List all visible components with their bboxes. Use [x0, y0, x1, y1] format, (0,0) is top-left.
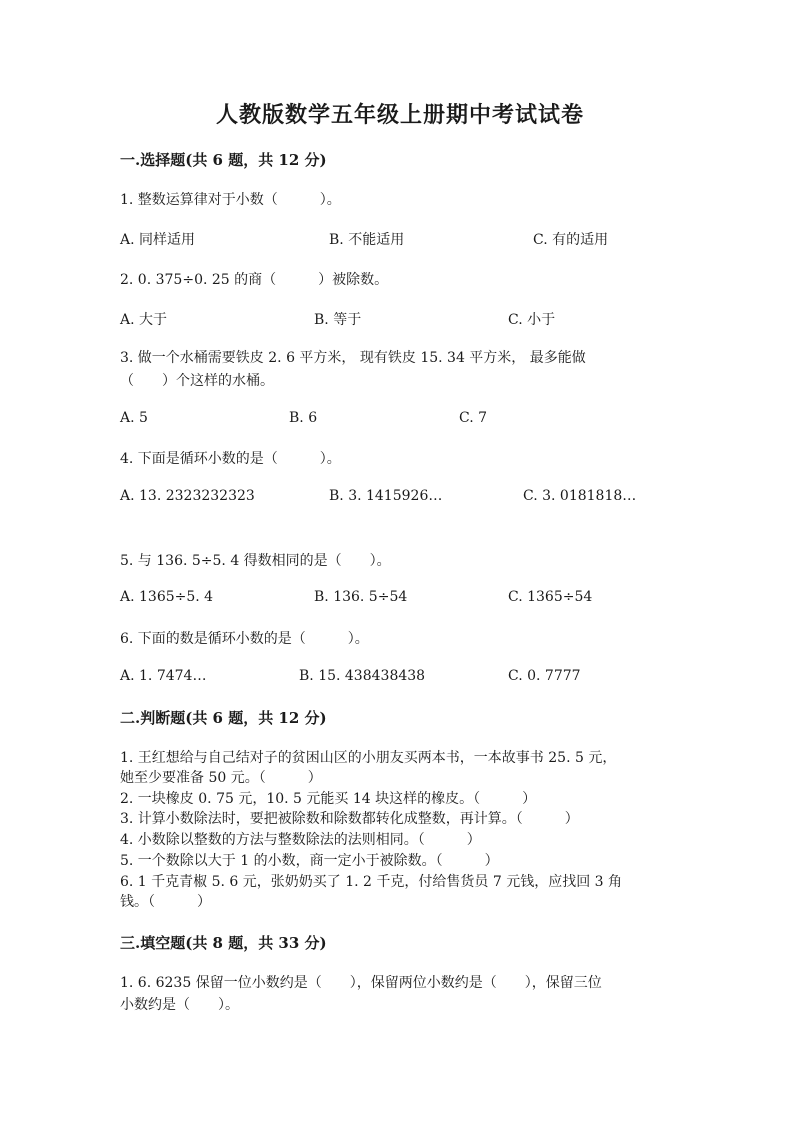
question-stem: 5. 与 136. 5÷5. 4 得数相同的是（ ）。 — [120, 553, 391, 569]
question-stem: 6. 下面的数是循环小数的是（ ）。 — [120, 631, 369, 647]
fill-blank-line: 小数约是（ ）。 — [120, 997, 239, 1013]
statement-line: 3. 计算小数除法时，要把被除数和除数都转化成整数，再计算。（ ） — [120, 811, 579, 827]
question-stem-line: 3. 做一个水桶需要铁皮 2. 6 平方米， 现有铁皮 15. 34 平方米， 最多能做 — [120, 350, 586, 366]
fill-blank-line: 1. 6. 6235 保留一位小数约是（ ），保留两位小数约是（ ），保留三位 — [120, 975, 602, 991]
option-b: B. 不能适用 — [329, 232, 405, 248]
option-b: B. 3. 1415926… — [329, 488, 443, 504]
statement-line: 2. 一块橡皮 0. 75 元，10. 5 元能买 14 块这样的橡皮。（ ） — [120, 791, 537, 807]
option-a: A. 同样适用 — [120, 232, 196, 248]
page-title: 人教版数学五年级上册期中考试试卷 — [215, 102, 584, 128]
option-c: C. 7 — [459, 410, 488, 426]
option-c: C. 0. 7777 — [508, 668, 581, 684]
option-b: B. 6 — [289, 410, 318, 426]
option-c: C. 3. 0181818… — [523, 488, 637, 504]
option-c: C. 有的适用 — [533, 232, 609, 248]
statement-line: 4. 小数除以整数的方法与整数除法的法则相同。（ ） — [120, 832, 481, 848]
question-stem: 1. 整数运算律对于小数（ ）。 — [120, 192, 341, 208]
statement-line: 1. 王红想给与自己结对子的贫困山区的小朋友买两本书，一本故事书 25. 5 元， — [120, 750, 617, 766]
option-b: B. 136. 5÷54 — [314, 589, 408, 605]
option-c: C. 小于 — [508, 312, 556, 328]
option-b: B. 15. 438438438 — [299, 668, 426, 684]
option-a: A. 大于 — [120, 312, 168, 328]
statement-line: 5. 一个数除以大于 1 的小数，商一定小于被除数。（ ） — [120, 853, 499, 869]
section-heading-judgment: 二.判断题(共 6 题，共 12 分) — [120, 709, 327, 727]
statement-line: 6. 1 千克青椒 5. 6 元，张奶奶买了 1. 2 千克，付给售货员 7 元钱，应找回 3 角 — [120, 874, 623, 890]
option-a: A. 1. 7474… — [120, 668, 207, 684]
option-b: B. 等于 — [314, 312, 362, 328]
question-stem: 2. 0. 375÷0. 25 的商（ ）被除数。 — [120, 272, 389, 288]
question-stem: 4. 下面是循环小数的是（ ）。 — [120, 451, 341, 467]
section-heading-choice: 一.选择题(共 6 题，共 12 分) — [120, 151, 327, 169]
option-a: A. 1365÷5. 4 — [120, 589, 214, 605]
statement-line: 她至少要准备 50 元。（ ） — [120, 770, 322, 786]
option-c: C. 1365÷54 — [508, 589, 593, 605]
question-stem-line: （ ）个这样的水桶。 — [120, 373, 274, 389]
statement-line: 钱。（ ） — [120, 894, 211, 910]
option-a: A. 5 — [120, 410, 148, 426]
option-a: A. 13. 2323232323 — [120, 488, 255, 504]
section-heading-fill-blank: 三.填空题(共 8 题，共 33 分) — [120, 934, 327, 952]
